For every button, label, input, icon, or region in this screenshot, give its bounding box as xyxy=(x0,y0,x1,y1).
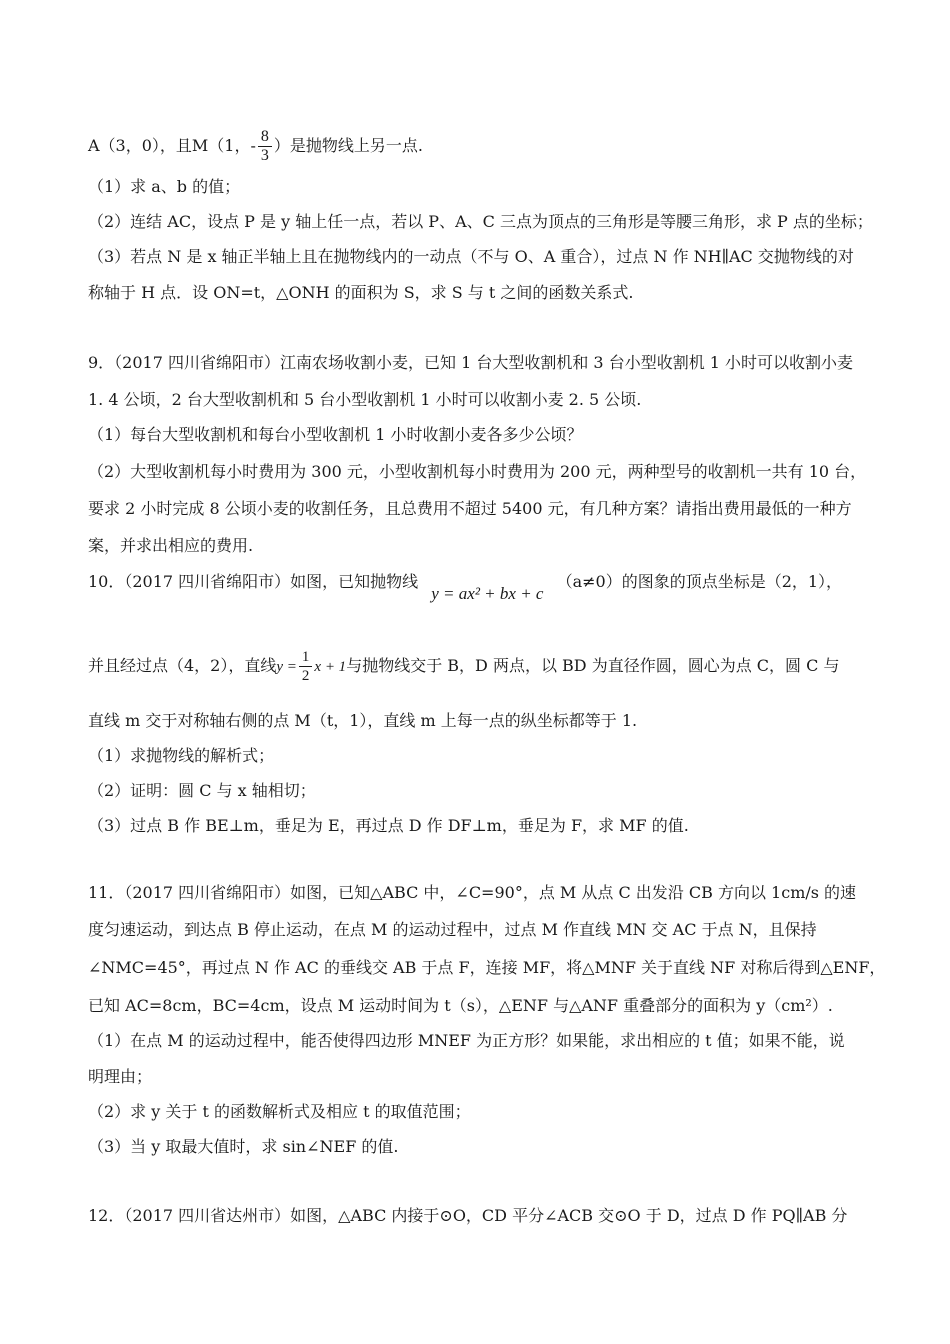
p10-frac-num: 1 xyxy=(301,649,310,665)
p8-q1: （1）求 a、b 的值； xyxy=(88,177,241,196)
p10-q3: （3）过点 B 作 BE⊥m，垂足为 E，再过点 D 作 DF⊥m，垂足为 F，求 MF 的值. xyxy=(88,816,689,835)
p9-q2-line2: 要求 2 小时完成 8 公顷小麦的收割任务，且总费用不超过 5400 元，有几种方案？请指出费用最低的一种方 xyxy=(88,499,852,518)
p10-frac-den: 2 xyxy=(299,666,313,685)
p10-stem-pre: 10．（2017 四川省绵阳市）如图，已知抛物线 xyxy=(88,572,419,591)
p10-q2: （2）证明：圆 C 与 x 轴相切； xyxy=(88,781,316,800)
p8-q2: （2）连结 AC，设点 P 是 y 轴上任一点，若以 P、A、C 三点为顶点的三角形是等腰三角形，求 P 点的坐标； xyxy=(88,212,873,231)
p10-line-eq-y: y = xyxy=(276,659,297,675)
p11-q3: （3）当 y 取最大值时，求 sin∠NEF 的值. xyxy=(88,1137,399,1156)
p11-q2: （2）求 y 关于 t 的函数解析式及相应 t 的取值范围； xyxy=(88,1102,471,1121)
p9-q2-line1: （2）大型收割机每小时费用为 300 元，小型收割机每小时费用为 200 元，两种型号的收割机一共有 10 台， xyxy=(88,462,867,481)
p10-q1: （1）求抛物线的解析式； xyxy=(88,746,275,765)
p9-stem-line1: 9．（2017 四川省绵阳市）江南农场收割小麦，已知 1 台大型收割机和 3 台小型收割机 1 小时可以收割小麦 xyxy=(88,353,854,372)
p9-stem-line2: 1. 4 公顷，2 台大型收割机和 5 台小型收割机 1 小时可以收割小麦 2. 5 公顷. xyxy=(88,390,642,409)
p11-q1-line2: 明理由； xyxy=(88,1067,153,1086)
p8-intro-end: ）是抛物线上另一点. xyxy=(273,136,423,155)
p11-stem-line2: 度匀速运动，到达点 B 停止运动，在点 M 的运动过程中，过点 M 作直线 MN 交 AC 于点 N，且保持 xyxy=(88,920,817,939)
p8-frac-den: 3 xyxy=(258,146,272,165)
p10-stem-line3: 直线 m 交于对称轴右侧的点 M（t，1），直线 m 上每一点的纵坐标都等于 1. xyxy=(88,711,638,730)
p8-intro-line xyxy=(88,128,423,165)
p8-q3-line1: （3）若点 N 是 x 轴正半轴上且在抛物线内的一动点（不与 O、A 重合），过点 N 作 NH∥AC 交抛物线的对 xyxy=(88,247,854,266)
p8-intro-m: M（1，- xyxy=(191,136,256,155)
p10-fraction xyxy=(299,648,313,685)
p10-line2-post: 与抛物线交于 B，D 两点，以 BD 为直径作圆，圆心为点 C，圆 C 与 xyxy=(346,656,840,675)
p8-fraction xyxy=(258,128,272,165)
p8-intro-a: A（3，0），且 xyxy=(88,136,192,155)
p8-frac-num: 8 xyxy=(260,128,269,145)
p9-q2-line3: 案，并求出相应的费用. xyxy=(88,536,254,555)
p10-stem-line2 xyxy=(88,648,839,685)
p10-stem-post: （a≠0）的图象的顶点坐标是（2，1）， xyxy=(556,572,843,591)
p10-line-eq-rest: x + 1 xyxy=(314,659,347,675)
p11-stem-line4: 已知 AC=8cm，BC=4cm，设点 M 运动时间为 t（s），△ENF 与△ANF 重叠部分的面积为 y（cm²）. xyxy=(88,996,833,1015)
p8-q3-line2: 称轴于 H 点．设 ON=t，△ONH 的面积为 S，求 S 与 t 之间的函数关系式. xyxy=(88,283,634,302)
p10-line2-pre: 并且经过点（4，2），直线 xyxy=(88,656,277,675)
p9-q1: （1）每台大型收割机和每台小型收割机 1 小时收割小麦各多少公顷？ xyxy=(88,425,583,444)
p11-q1-line1: （1）在点 M 的运动过程中，能否使得四边形 MNEF 为正方形？如果能，求出相应的 t 值；如果不能，说 xyxy=(88,1031,845,1050)
p10-stem-line1 xyxy=(88,572,843,603)
p11-stem-line3: ∠NMC=45°，再过点 N 作 AC 的垂线交 AB 于点 F，连接 MF，将△MNF 关于直线 NF 对称后得到△ENF， xyxy=(88,958,886,977)
p11-stem-line1: 11．（2017 四川省绵阳市）如图，已知△ABC 中，∠C=90°，点 M 从点 C 出发沿 CB 方向以 1cm/s 的速 xyxy=(88,883,857,902)
p10-equation-parabola: y = ax² + bx + c xyxy=(431,584,544,603)
p12-stem-line1: 12．（2017 四川省达州市）如图，△ABC 内接于⊙O，CD 平分∠ACB 交⊙O 于 D，过点 D 作 PQ∥AB 分 xyxy=(88,1206,848,1225)
